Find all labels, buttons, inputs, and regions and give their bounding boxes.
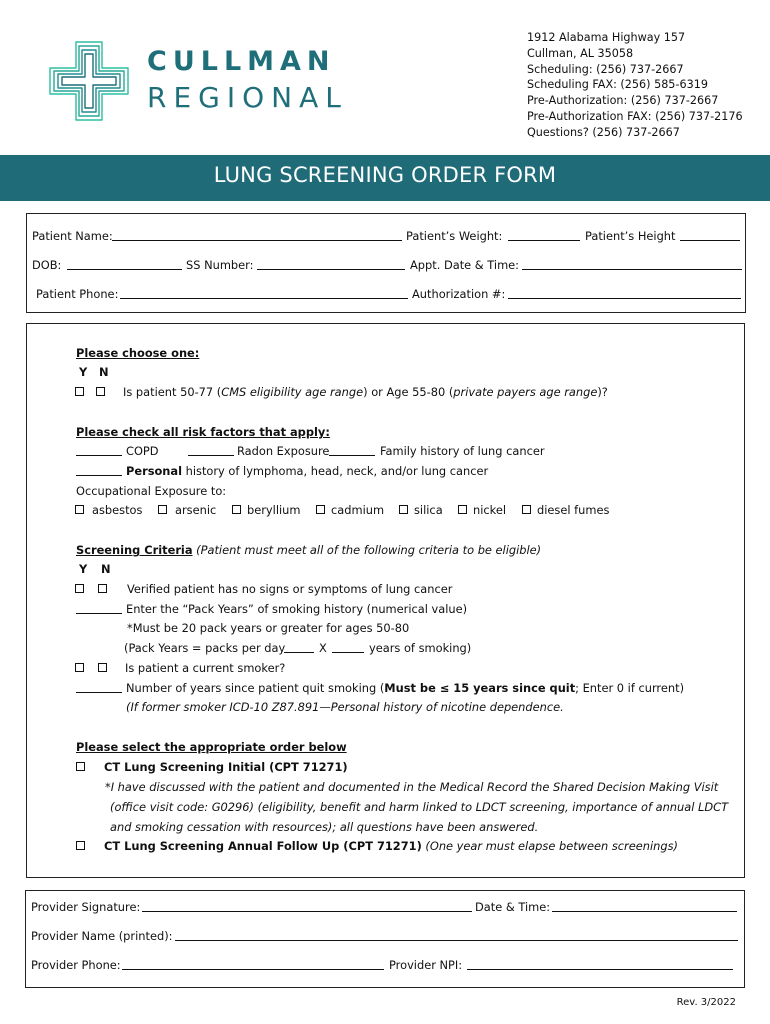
order-heading: Please select the appropriate order below xyxy=(76,740,347,754)
provider-datetime-field[interactable] xyxy=(552,911,737,912)
asbestos-checkbox[interactable] xyxy=(75,505,84,514)
authorization-field[interactable] xyxy=(508,298,741,299)
patient-phone-field[interactable] xyxy=(120,298,408,299)
current-smoker-yes-checkbox[interactable] xyxy=(75,663,84,672)
eligibility-q-private: private payers age range xyxy=(453,385,598,399)
brand-name-line1: CULLMAN xyxy=(147,46,336,77)
authorization-label: Authorization #: xyxy=(412,287,506,301)
nickel-checkbox[interactable] xyxy=(458,505,467,514)
no-symptoms-yes-checkbox[interactable] xyxy=(75,584,84,593)
appt-date-label: Appt. Date & Time: xyxy=(410,258,520,272)
patient-height-field[interactable] xyxy=(680,240,740,241)
eligibility-q-end: )? xyxy=(597,385,608,399)
personal-history-label xyxy=(126,464,488,478)
ct-initial-label: CT Lung Screening Initial (CPT 71271) xyxy=(104,760,348,774)
ct-annual-checkbox[interactable] xyxy=(76,841,85,850)
dob-field[interactable] xyxy=(67,269,182,270)
contact-questions: Questions? (256) 737-2667 xyxy=(527,125,680,139)
sdm-statement-line3: and smoking cessation with resources); all questions have been answered. xyxy=(110,820,539,834)
provider-phone-field[interactable] xyxy=(122,969,384,970)
eligibility-q-pre: Is patient 50-77 ( xyxy=(123,385,222,399)
current-smoker-label: Is patient a current smoker? xyxy=(125,661,286,675)
provider-signature-label: Provider Signature: xyxy=(31,900,141,914)
pack-years-formula-start: (Pack Years = packs per day xyxy=(124,641,286,655)
form-title: LUNG SCREENING ORDER FORM xyxy=(213,163,557,187)
cadmium-checkbox[interactable] xyxy=(316,505,325,514)
provider-datetime-label: Date & Time: xyxy=(475,900,551,914)
criteria-n-header: N xyxy=(101,562,111,576)
criteria-note: (Patient must meet all of the following criteria to be eligible) xyxy=(196,543,542,557)
beryllium-checkbox[interactable] xyxy=(232,505,241,514)
dob-label: DOB: xyxy=(32,258,62,272)
pack-years-formula-end: years of smoking) xyxy=(369,641,472,655)
no-symptoms-no-checkbox[interactable] xyxy=(98,584,107,593)
cadmium-label: cadmium xyxy=(331,503,385,517)
patient-height-label: Patient’s Height xyxy=(585,229,676,243)
no-symptoms-label: Verified patient has no signs or symptoms of lung cancer xyxy=(127,582,453,596)
ss-number-field[interactable] xyxy=(257,269,405,270)
provider-npi-label: Provider NPI: xyxy=(389,958,463,972)
silica-label: silica xyxy=(414,503,443,517)
years-of-smoking-field[interactable] xyxy=(332,652,364,653)
screening-box xyxy=(26,323,745,878)
current-smoker-no-checkbox[interactable] xyxy=(98,663,107,672)
patient-name-field[interactable] xyxy=(112,240,402,241)
arsenic-label: arsenic xyxy=(175,503,217,517)
occupational-label: Occupational Exposure to: xyxy=(76,484,227,498)
family-history-field[interactable] xyxy=(329,455,375,456)
former-smoker-note: (If former smoker ICD-10 Z87.891—Personal history of nicotine dependence. xyxy=(126,700,564,714)
contact-preauth: Pre-Authorization: (256) 737-2667 xyxy=(527,94,719,108)
ct-annual-note: (One year must elapse between screenings) xyxy=(425,839,678,853)
personal-history-field[interactable] xyxy=(76,475,122,476)
eligibility-n-header: N xyxy=(99,365,109,379)
packs-per-day-field[interactable] xyxy=(284,652,314,653)
years-since-quit-post: ; Enter 0 if current) xyxy=(575,681,685,695)
diesel-fumes-label: diesel fumes xyxy=(537,503,610,517)
diesel-fumes-checkbox[interactable] xyxy=(522,505,531,514)
copd-label: COPD xyxy=(126,444,159,458)
patient-name-label: Patient Name: xyxy=(32,229,113,243)
radon-field[interactable] xyxy=(188,455,234,456)
contact-block xyxy=(527,30,743,141)
patient-weight-field[interactable] xyxy=(508,240,580,241)
criteria-heading: Screening Criteria xyxy=(76,543,193,557)
sdm-statement-line2: (office visit code: G0296) (eligibility, benefit and harm linked to LDCT screening, importance of annual LDCT xyxy=(110,800,729,814)
patient-weight-label: Patient’s Weight: xyxy=(406,229,503,243)
contact-scheduling: Scheduling: (256) 737-2667 xyxy=(527,62,684,76)
silica-checkbox[interactable] xyxy=(399,505,408,514)
provider-phone-label: Provider Phone: xyxy=(31,958,121,972)
provider-name-label: Provider Name (printed): xyxy=(31,929,173,943)
years-since-quit-bold: Must be ≤ 15 years since quit xyxy=(384,681,576,695)
ss-number-label: SS Number: xyxy=(186,258,254,272)
beryllium-label: beryllium xyxy=(247,503,301,517)
asbestos-label: asbestos xyxy=(92,503,143,517)
contact-preauth-fax: Pre-Authorization FAX: (256) 737-2176 xyxy=(527,109,743,123)
nickel-label: nickel xyxy=(473,503,507,517)
eligibility-q-cms: CMS eligibility age range xyxy=(221,385,364,399)
eligibility-y-header: Y xyxy=(79,365,88,379)
ct-initial-checkbox[interactable] xyxy=(76,762,85,771)
provider-signature-field[interactable] xyxy=(142,911,472,912)
pack-years-x: X xyxy=(319,641,327,655)
ct-annual-label: CT Lung Screening Annual Follow Up (CPT 71271) xyxy=(104,839,422,853)
contact-address: 1912 Alabama Highway 157 xyxy=(527,31,686,44)
pack-years-field[interactable] xyxy=(76,613,122,614)
provider-npi-field[interactable] xyxy=(467,969,733,970)
ct-annual-line xyxy=(104,839,678,853)
years-since-quit-label xyxy=(126,681,684,695)
eligibility-q-mid: ) or Age 55-80 ( xyxy=(363,385,454,399)
contact-scheduling-fax: Scheduling FAX: (256) 585-6319 xyxy=(527,78,708,92)
revision-date: Rev. 3/2022 xyxy=(676,997,736,1008)
copd-field[interactable] xyxy=(76,455,122,456)
eligibility-no-checkbox[interactable] xyxy=(96,387,105,396)
pack-years-label: Enter the “Pack Years” of smoking history (numerical value) xyxy=(126,602,468,616)
personal-history-bold: Personal xyxy=(126,464,182,478)
sdm-statement-line1: *I have discussed with the patient and documented in the Medical Record the Shared Decision Making Visit xyxy=(105,780,719,794)
years-since-quit-field[interactable] xyxy=(76,692,122,693)
brand-name-line2: REGIONAL xyxy=(147,81,348,114)
appt-date-field[interactable] xyxy=(522,269,742,270)
eligibility-heading: Please choose one: xyxy=(76,346,200,360)
pack-years-requirement: *Must be 20 pack years or greater for ages 50-80 xyxy=(127,621,410,635)
family-history-label: Family history of lung cancer xyxy=(380,444,545,458)
criteria-heading-line xyxy=(76,543,541,557)
contact-city: Cullman, AL 35058 xyxy=(527,46,634,60)
cullman-regional-cross-logo xyxy=(48,40,130,122)
provider-name-field[interactable] xyxy=(175,940,738,941)
patient-phone-label: Patient Phone: xyxy=(36,287,119,301)
criteria-y-header: Y xyxy=(79,562,88,576)
personal-history-rest: history of lymphoma, head, neck, and/or lung cancer xyxy=(185,464,489,478)
eligibility-question xyxy=(123,385,608,399)
arsenic-checkbox[interactable] xyxy=(158,505,167,514)
risk-heading: Please check all risk factors that apply: xyxy=(76,425,330,439)
years-since-quit-pre: Number of years since patient quit smoking ( xyxy=(126,681,385,695)
eligibility-yes-checkbox[interactable] xyxy=(75,387,84,396)
radon-label: Radon Exposure xyxy=(237,444,330,458)
